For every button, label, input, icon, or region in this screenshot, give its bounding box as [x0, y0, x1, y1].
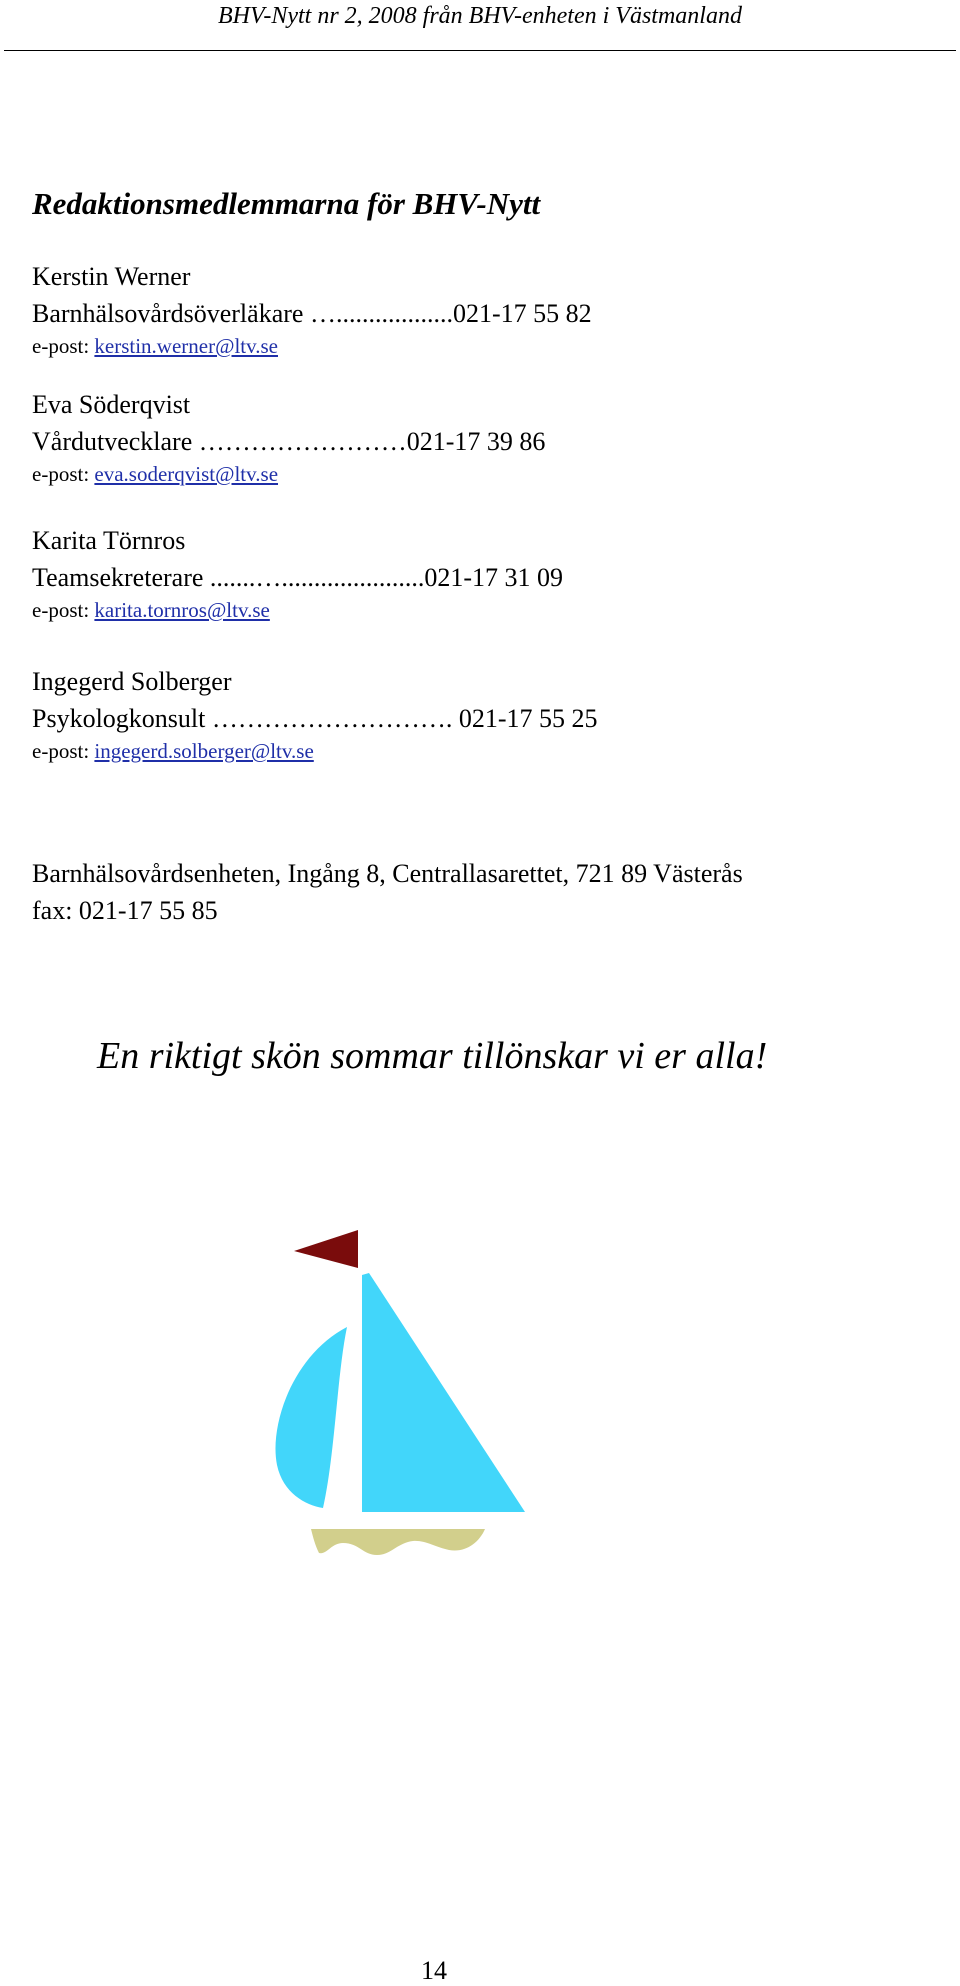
- member-role-phone: Psykologkonsult ………………………. 021-17 55 25: [32, 704, 598, 733]
- email-link[interactable]: eva.soderqvist@ltv.se: [94, 462, 279, 486]
- email-link[interactable]: karita.tornros@ltv.se: [94, 598, 270, 622]
- member-karita-tornros: [32, 522, 563, 624]
- email-label: e-post:: [32, 598, 90, 622]
- section-title: Redaktionsmedlemmarna för BHV-Nytt: [32, 186, 541, 221]
- email-link[interactable]: ingegerd.solberger@ltv.se: [94, 739, 314, 763]
- address-block: [32, 855, 743, 929]
- fax-line: fax: 021-17 55 85: [32, 896, 218, 925]
- member-role-phone: Vårdutvecklare ……………………021-17 39 86: [32, 427, 546, 456]
- member-email-row: [32, 332, 592, 360]
- email-link[interactable]: kerstin.werner@ltv.se: [94, 334, 278, 358]
- member-email-row: [32, 596, 563, 624]
- email-label: e-post:: [32, 334, 90, 358]
- header-rule: [4, 50, 956, 51]
- member-name: Kerstin Werner: [32, 262, 191, 291]
- member-email-row: [32, 737, 598, 765]
- email-label: e-post:: [32, 739, 90, 763]
- address-line: Barnhälsovårdsenheten, Ingång 8, Centrallasarettet, 721 89 Västerås: [32, 859, 743, 888]
- member-eva-soderqvist: [32, 386, 545, 488]
- member-role-phone: Barnhälsovårdsöverläkare …..................021-17 55 82: [32, 299, 592, 328]
- member-name: Eva Söderqvist: [32, 390, 191, 419]
- main-sail: [362, 1273, 525, 1512]
- left-sail: [275, 1327, 347, 1508]
- member-name: Karita Törnros: [32, 526, 186, 555]
- summer-greeting: En riktigt skön sommar tillönskar vi er alla!: [97, 1035, 768, 1077]
- member-name: Ingegerd Solberger: [32, 667, 232, 696]
- sailboat-illustration: [265, 1225, 535, 1565]
- member-kerstin-werner: [32, 258, 592, 360]
- member-email-row: [32, 460, 545, 488]
- member-ingegerd-solberger: [32, 663, 598, 765]
- hull: [311, 1529, 485, 1555]
- page-number: 14: [421, 1956, 447, 1985]
- flag-pennant: [294, 1230, 358, 1268]
- member-role-phone: Teamsekreterare .......…......................021-17 31 09: [32, 563, 564, 592]
- page-header: BHV-Nytt nr 2, 2008 från BHV-enheten i Västmanland: [218, 3, 742, 29]
- email-label: e-post:: [32, 462, 90, 486]
